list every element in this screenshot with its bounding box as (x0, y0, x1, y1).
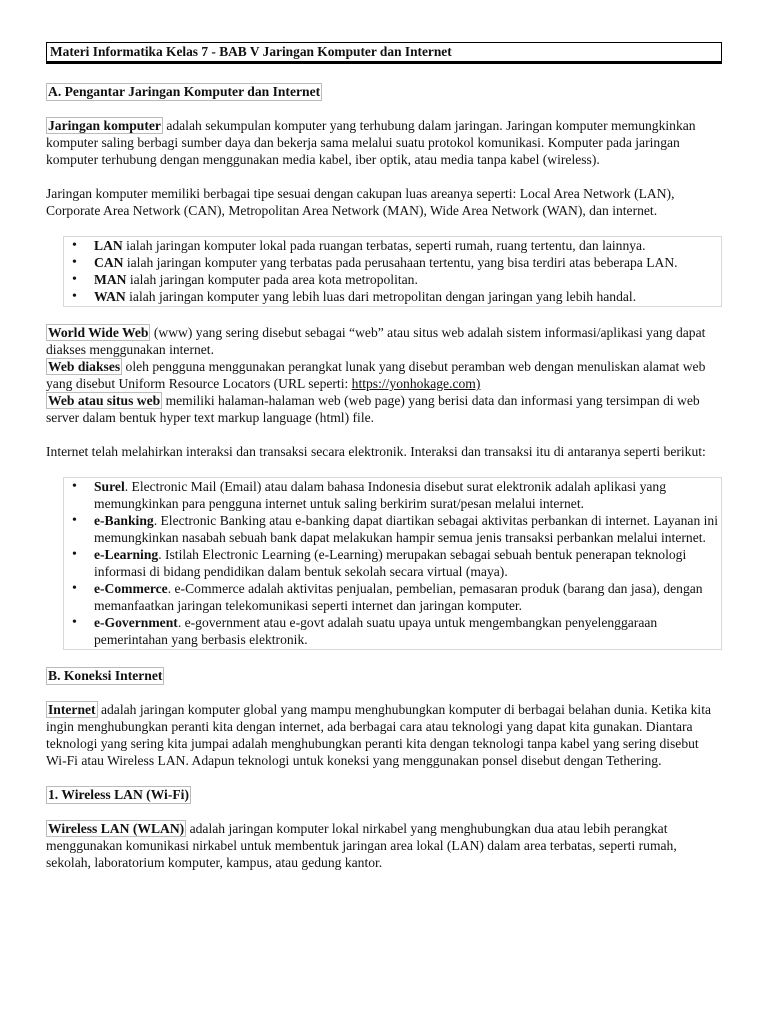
list-item (64, 614, 721, 648)
list-item-text: ialah jaringan komputer yang lebih luas dari metropolitan dengan jaringan yang lebih handal. (125, 289, 637, 304)
list-item-text: ialah jaringan komputer yang terbatas pada perusahaan tertentu, yang bisa terdiri atas beberapa LAN. (123, 255, 678, 270)
list-item-term: e-Commerce (94, 581, 168, 596)
list-item-text: . e-government atau e-govt adalah suatu upaya untuk mengembangkan penyelenggaraan pemerintahan yang berbasis elektronik. (94, 615, 658, 647)
list-item (64, 237, 721, 254)
internet-text: adalah jaringan komputer global yang mampu menghubungkan komputer di berbagai belahan dunia. Ketika kita ingin menghubungkan peranti kita dengan internet, ada berbagai cara atau teknologi yang dapat kita gunakan. Diantara teknologi yang sering kita jumpai adalah menghubungkan peranti kita dengan teknologi tanpa kabel yang sering disebut Wi-Fi atau Wireless LAN. Adapun teknologi untuk koneksi yang menggunakan ponsel disebut dengan Tethering. (46, 702, 712, 768)
list-item-text: . Electronic Banking atau e-banking dapat diartikan sebagai aktivitas perbankan di internet. Layanan ini memungkinkan nasabah sebuah bank dapat melakukan hampir semua jenis transaksi perbankan melalui internet. (94, 513, 719, 545)
list-item-term: e-Learning (94, 547, 159, 562)
list-item-term: Surel (94, 479, 125, 494)
section-b-heading-block (46, 667, 722, 685)
web-diakses-term: Web diakses (48, 359, 121, 374)
network-types-list (63, 236, 722, 307)
www-text: (www) yang sering disebut sebagai “web” atau situs web adalah sistem informasi/aplikasi yang dapat diakses menggunakan internet. (46, 325, 706, 357)
document-title: Materi Informatika Kelas 7 - BAB V Jaringan Komputer dan Internet (46, 42, 722, 64)
list-item-term: e-Government (94, 615, 178, 630)
wlan-text: adalah jaringan komputer lokal nirkabel yang menghubungkan dua atau lebih perangkat menggunakan komunikasi nirkabel untuk membentuk jaringan area lokal (LAN) dalam area terbatas, seperti rumah, sekolah, laboratorium komputer, kampus, atau gedung kantor. (46, 821, 677, 870)
network-types-intro: Jaringan komputer memiliki berbagai tipe sesuai dengan cakupan luas areanya seperti: Local Area Network (LAN), Corporate Area Network (CAN), Metropolitan Area Network (MAN), Wide Area Network (WAN), dan internet. (46, 186, 675, 218)
list-item-term: MAN (94, 272, 127, 287)
list-item-term: e-Banking (94, 513, 154, 528)
list-item-term: CAN (94, 255, 124, 270)
list-item-term: LAN (94, 238, 123, 253)
jaringan-komputer-paragraph (46, 117, 722, 168)
jaringan-komputer-text: adalah sekumpulan komputer yang terhubung dalam jaringan. Jaringan komputer memungkinkan komputer saling berbagi sumber daya dan bekerja sama melalui suatu protokol komunikasi. Komputer pada jaringan komputer terhubung dengan menggunakan media kabel, iber optik, atau media tanpa kabel (wireless). (46, 118, 696, 167)
list-item (64, 580, 721, 614)
list-item-text: . e-Commerce adalah aktivitas penjualan, pembelian, pemasaran produk (barang dan jasa), dengan memanfaatkan jaringan telekomunikasi seperti internet dan jaringan komputer. (94, 581, 703, 613)
wifi-heading: 1. Wireless LAN (Wi-Fi) (48, 787, 189, 802)
situs-web-text: memiliki halaman-halaman web (web page) yang berisi data dan informasi yang tersimpan di web server dalam bentuk hyper text markup language (html) file. (46, 393, 700, 425)
www-term: World Wide Web (48, 325, 149, 340)
wifi-heading-block (46, 786, 722, 804)
list-item-text: . Electronic Mail (Email) atau dalam bahasa Indonesia disebut surat elektronik adalah aplikasi yang memungkinkan para pengguna internet untuk saling berkirim surat/pesan melalui internet. (94, 479, 667, 511)
list-item (64, 271, 721, 288)
list-item-term: WAN (94, 289, 126, 304)
situs-web-term: Web atau situs web (48, 393, 161, 408)
web-diakses-text: oleh pengguna menggunakan perangkat lunak yang disebut peramban web dengan menuliskan alamat web yang disebut Uniform Resource Locators (URL seperti: (46, 359, 706, 391)
internet-interaction-intro: Internet telah melahirkan interaksi dan transaksi secara elektronik. Interaksi dan transaksi itu di antaranya seperti berikut: (46, 444, 706, 459)
www-paragraph (46, 324, 722, 358)
internet-term: Internet (48, 702, 96, 717)
list-item (64, 478, 721, 512)
url-link[interactable]: https://yonhokage.com) (351, 376, 481, 391)
situs-web-paragraph (46, 392, 722, 426)
internet-paragraph (46, 701, 722, 769)
section-a-heading: A. Pengantar Jaringan Komputer dan Internet (48, 84, 321, 99)
web-diakses-paragraph (46, 358, 722, 392)
list-item (64, 254, 721, 271)
document-page (46, 42, 722, 888)
list-item (64, 546, 721, 580)
jaringan-komputer-term: Jaringan komputer (48, 118, 161, 133)
list-item (64, 512, 721, 546)
section-a-heading-block (46, 83, 722, 101)
list-item-text: ialah jaringan komputer lokal pada ruangan terbatas, seperti rumah, ruang tertentu, dan lainnya. (122, 238, 646, 253)
services-list (63, 477, 722, 650)
list-item-text: . Istilah Electronic Learning (e-Learning) merupakan sebagai sebuah bentuk penerapan teknologi informasi di bidang pendidikan dalam bentuk sekolah secara virtual (maya). (94, 547, 687, 579)
list-item-text: ialah jaringan komputer pada area kota metropolitan. (126, 272, 418, 287)
wlan-term: Wireless LAN (WLAN) (48, 821, 185, 836)
list-item (64, 288, 721, 305)
wlan-paragraph (46, 820, 722, 871)
section-b-heading: B. Koneksi Internet (48, 668, 163, 683)
